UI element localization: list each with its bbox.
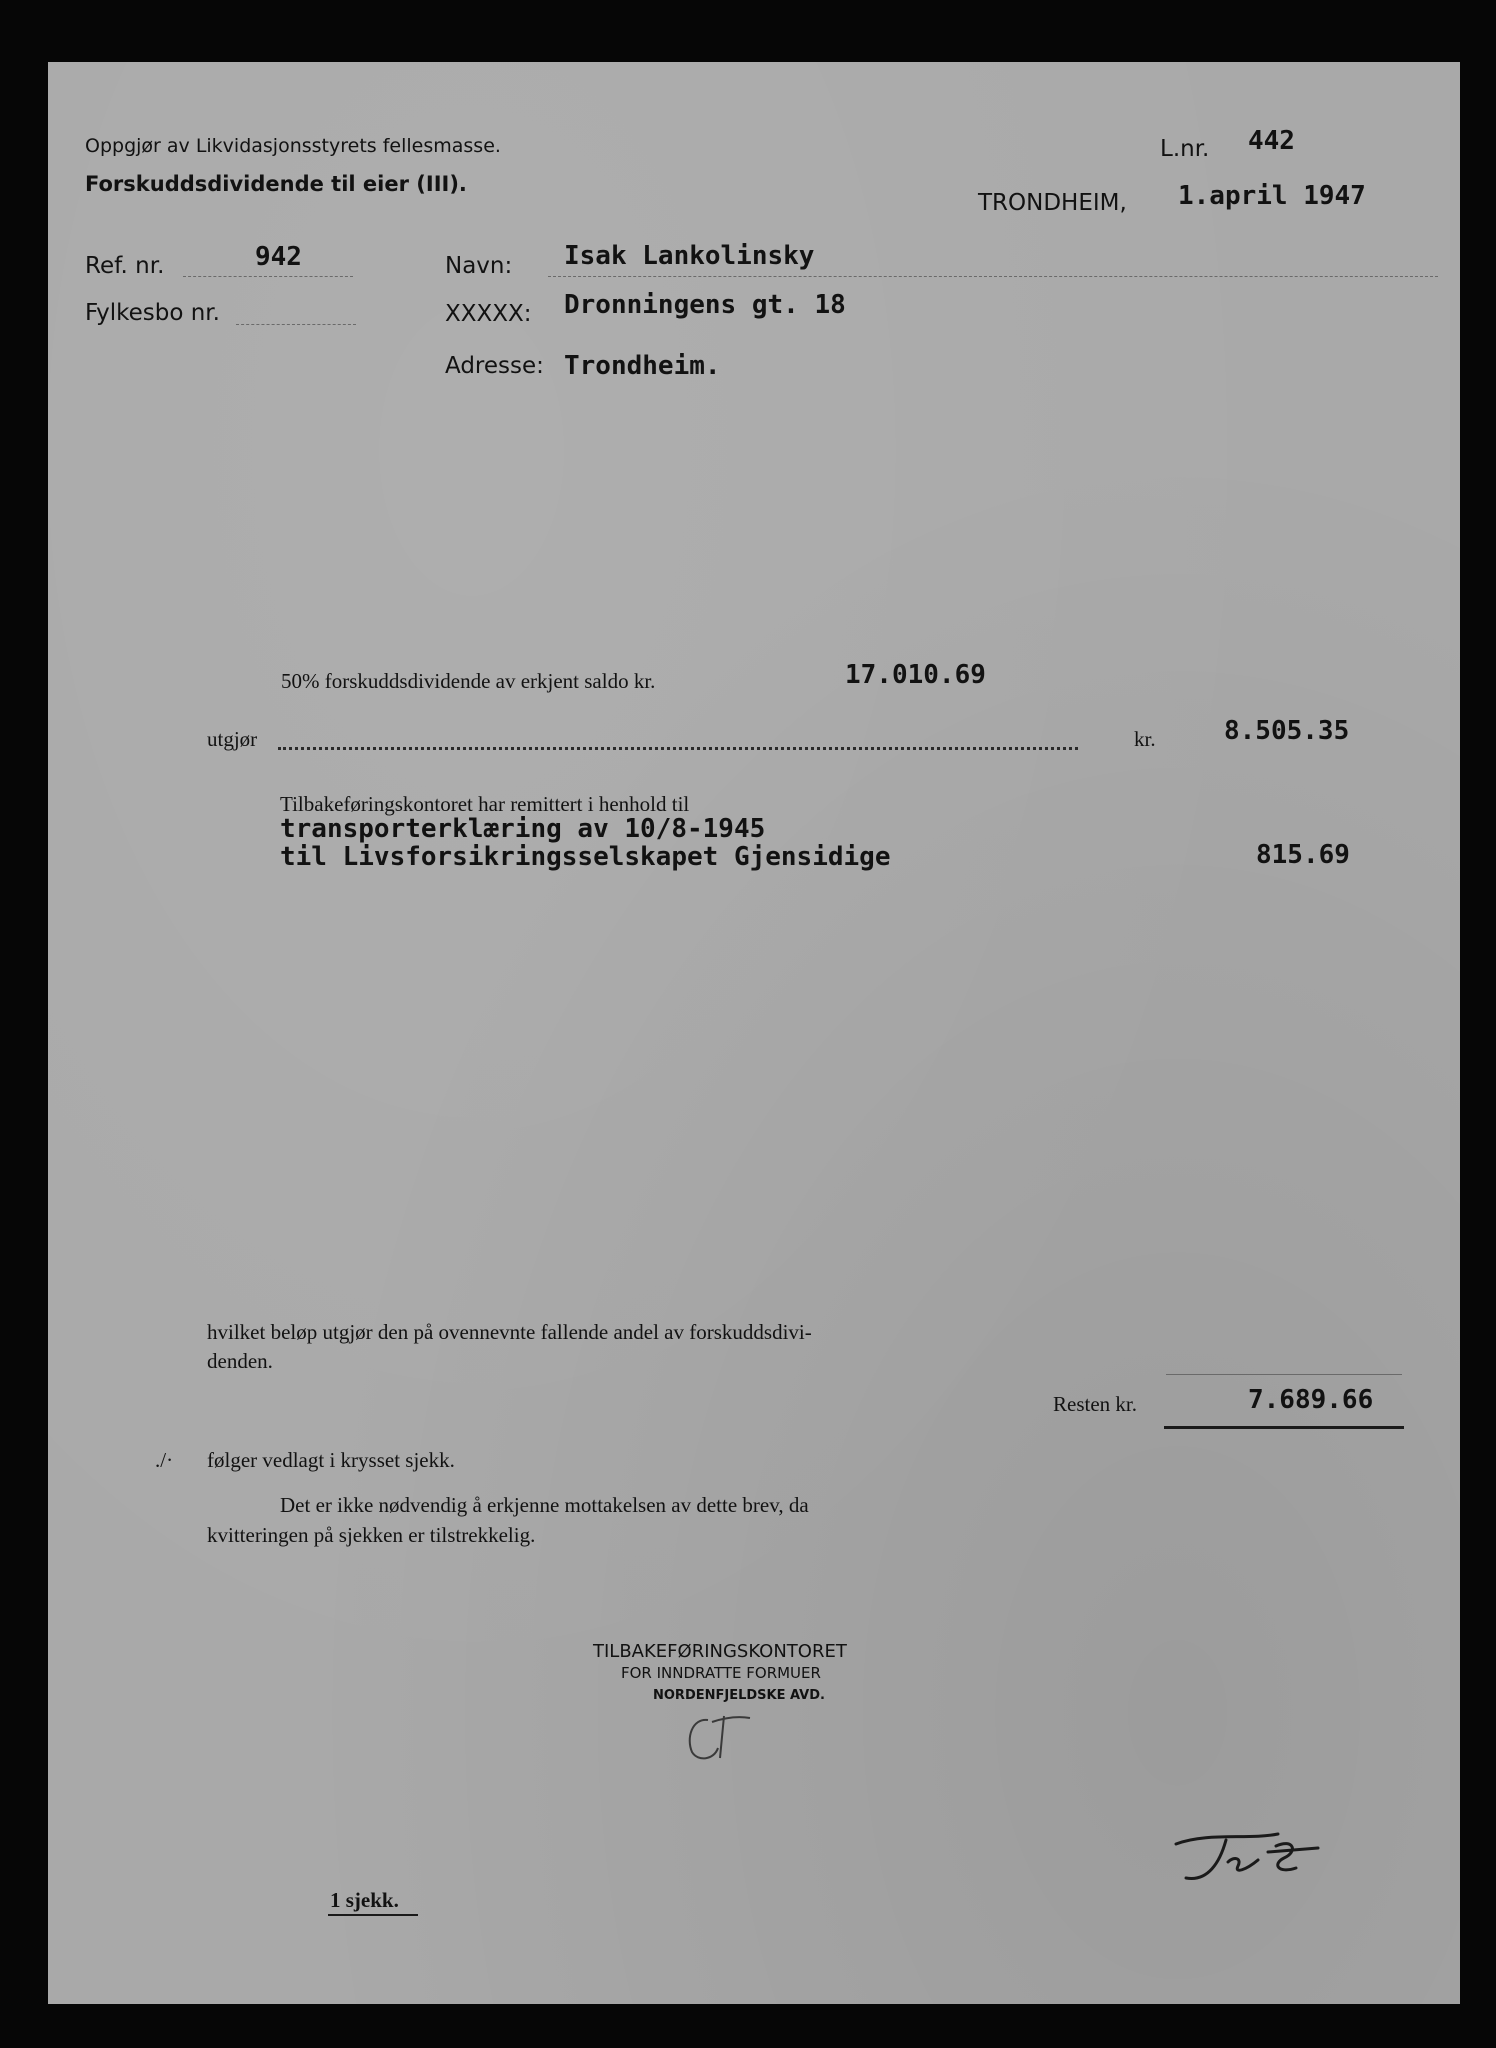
office-line2: FOR INNDRATTE FORMUER — [621, 1664, 821, 1682]
lnr-label: L.nr. — [1160, 136, 1210, 162]
ref-label: Ref. nr. — [85, 253, 165, 279]
adresse-label: Adresse: — [445, 353, 544, 379]
initials-text — [708, 1722, 710, 1723]
fylkesbo-label: Fylkesbo nr. — [85, 300, 220, 326]
city: TRONDHEIM, — [978, 190, 1127, 216]
utgjor-value: 8.505.35 — [1224, 716, 1350, 746]
gate-value: Dronningens gt. 18 — [564, 290, 846, 320]
utgjor-label: utgjør — [207, 727, 258, 751]
resten-underline — [1164, 1426, 1404, 1429]
remit-line2: transporterklæring av 10/8-1945 — [280, 814, 766, 844]
enclosure-underline — [328, 1914, 418, 1916]
signature-scribble — [1168, 1822, 1338, 1892]
share-line1: hvilket beløp utgjør den på ovennevnte fallende andel av forskuddsdivi- — [207, 1320, 812, 1344]
note-line1: Det er ikke nødvendig å erkjenne mottakelsen av dette brev, da — [280, 1493, 809, 1517]
resten-label: Resten kr. — [1053, 1392, 1137, 1416]
adresse-value: Trondheim. — [564, 351, 721, 381]
ref-dotline — [183, 276, 353, 277]
enclosure: 1 sjekk. — [330, 1888, 399, 1912]
fylkesbo-dotline — [236, 324, 356, 325]
date: 1.april 1947 — [1178, 181, 1366, 211]
saldo-value: 17.010.69 — [845, 660, 986, 690]
header-line2: Forskuddsdividende til eier (III). — [85, 172, 467, 196]
utgjor-kr-label: kr. — [1134, 727, 1156, 751]
share-line2: denden. — [207, 1349, 273, 1373]
navn-label: Navn: — [445, 253, 513, 279]
cheque-text: følger vedlagt i krysset sjekk. — [207, 1448, 455, 1472]
note-line2: kvitteringen på sjekken er tilstrekkelig. — [207, 1523, 536, 1547]
gate-label: XXXXX: — [445, 301, 532, 327]
document-sheet — [48, 62, 1460, 2004]
navn-dotline — [548, 276, 1438, 277]
remit-value: 815.69 — [1256, 840, 1350, 870]
header-line1: Oppgjør av Likvidasjonsstyrets fellesmasse. — [85, 135, 501, 157]
ref-value: 942 — [255, 242, 302, 272]
resten-value: 7.689.66 — [1248, 1385, 1374, 1415]
initials-handwritten — [678, 1708, 788, 1768]
navn-value: Isak Lankolinsky — [564, 241, 815, 271]
office-line1: TILBAKEFØRINGSKONTORET — [593, 1641, 847, 1662]
dividend-text: 50% forskuddsdividende av erkjent saldo kr. — [281, 669, 656, 693]
remit-line3: til Livsforsikringsselskapet Gjensidige — [280, 842, 891, 872]
utgjor-dotline — [278, 747, 1078, 750]
office-line3: NORDENFJELDSKE AVD. — [653, 1688, 825, 1703]
lnr-value: 442 — [1248, 126, 1295, 156]
resten-top-rule — [1166, 1374, 1402, 1375]
cheque-mark: ./· — [155, 1448, 174, 1472]
remit-line1: Tilbakeføringskontoret har remittert i henhold til — [280, 792, 690, 816]
